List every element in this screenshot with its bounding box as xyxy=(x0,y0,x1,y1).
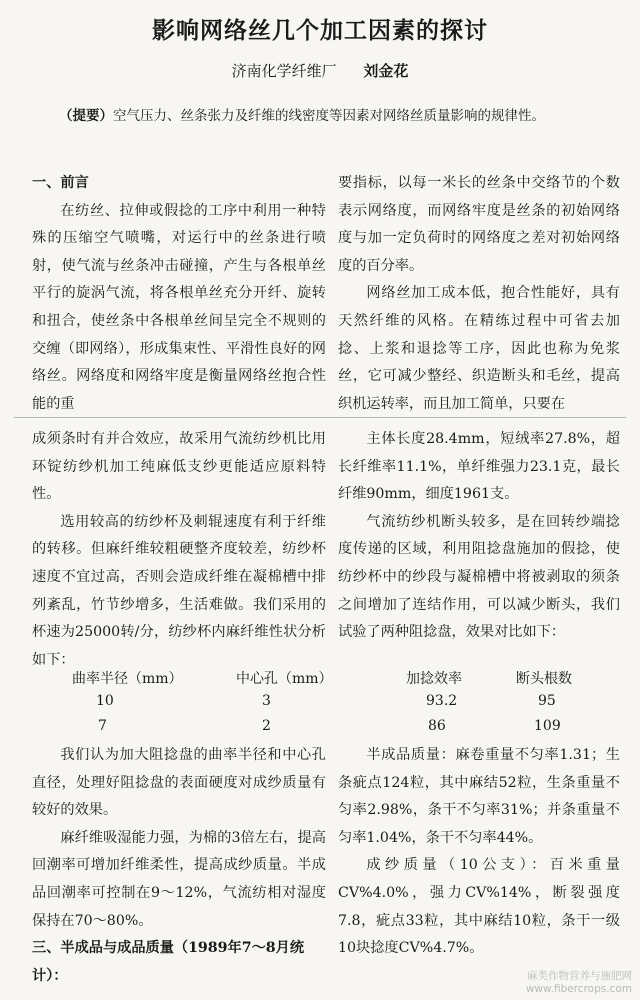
abstract xyxy=(32,102,614,130)
bottom-right-paragraph-1: 半成品质量：麻卷重量不匀率1.31；生条疵点124粒，其中麻结52粒，生条重量不匀率2.98%，条干不匀率31%；并条重量不匀率1.04%，条干不匀率44%。 xyxy=(338,747,620,846)
paper-title: 影响网络丝几个加工因素的探讨 xyxy=(152,17,488,44)
table-header-cell: 中心孔（mm） xyxy=(236,671,333,687)
lower-right-paragraph-1: 气流纺纱机断头较多，是在回转纱端捻度传递的区域，利用阻捻盘施加的假捻，使纺纱杯中的纱段与凝棉槽中将被剥取的须条之间增加了连结作用，可以减少断头，我们试验了两种阻捻盘，效果对比如下： xyxy=(338,513,620,641)
lower-right-column xyxy=(338,426,620,647)
table-row xyxy=(36,693,626,718)
section-1-paragraph: 在纺丝、拉伸或假捻的工序中利用一种特殊的压缩空气喷嘴，对运行中的丝条进行喷射，使气流与丝条冲击碰撞，产生与各根单丝平行的旋涡气流，将各根单丝充分开纤、旋转和扭合，使丝条中各根单丝间呈完全不规则的交缠（即网络），形成集束性、平滑性良好的网络丝。网络度和网络牢度是衡量网络丝抱合性能的重 xyxy=(32,202,326,412)
watermark-url: www.fibercrops.com xyxy=(525,983,632,995)
bottom-left-paragraph-2: 麻纤维吸湿能力强，为棉的3倍左右，提高回潮率可增加纤维柔性，提高成纱质量。半成品回潮率可控制在9～12%，气流纺相对湿度保持在70～80%。 xyxy=(32,829,326,929)
table-header-cell: 加捻效率 xyxy=(406,671,462,687)
table-cell: 93.2 xyxy=(426,693,458,709)
table-row xyxy=(36,718,626,743)
author-line xyxy=(0,60,640,81)
page-divider xyxy=(14,417,626,418)
section-1-heading: 一、前言 xyxy=(32,175,89,191)
upper-right-paragraph-2: 网络丝加工成本低，抱合性能好，具有天然纤维的风格。在精练过程中可省去加捻、上浆和退捻等工序，因此也称为免浆丝，它可减少整经、织造断头和毛丝，提高织机运转率，而且加工简单，只要在 xyxy=(338,285,620,412)
lower-left-paragraph-0: 成须条时有并合效应，故采用气流纺纱机比用环锭纺纱机加工纯麻低支纱更能适应原料特性。 xyxy=(32,431,326,503)
twist-disc-table xyxy=(36,668,626,743)
lower-right-paragraph-0: 主体长度28.4mm，短绒率27.8%，超长纤维率11.1%，单纤维强力23.1克，最长纤维90mm，细度1961支。 xyxy=(338,431,620,503)
bottom-right-column xyxy=(338,742,620,963)
upper-left-column xyxy=(32,170,326,418)
table-header-cell: 断头根数 xyxy=(516,671,572,687)
table-cell: 109 xyxy=(534,718,561,734)
lower-left-paragraph-1: 选用较高的纺纱杯及刺辊速度有利于纤维的转移。但麻纤维较粗硬整齐度较差，纺纱杯速度不宜过高，否则会造成纤维在凝棉槽中排列紊乱，竹节纱增多，生活难做。我们采用的杯速为25000转/分，纺纱杯内麻纤维性状分析如下： xyxy=(32,513,326,668)
site-watermark xyxy=(526,970,632,996)
upper-right-paragraph-1: 要指标，以每一米长的丝条中交络节的个数表示网络度，而网络牢度是丝条的初始网络度与加一定负荷时的网络度之差对初始网络度的百分率。 xyxy=(338,175,620,274)
abstract-tag: （提要） xyxy=(59,108,113,124)
table-cell: 95 xyxy=(538,693,556,709)
author-organization: 济南化学纤维厂 xyxy=(231,62,337,80)
bottom-right-paragraph-2: 成纱质量（10公支）：百米重量CV%4.0%，强力CV%14%，断裂强度7.8，疵点33粒，其中麻结10粒，条干一级10块捻度CV%4.7%。 xyxy=(338,857,620,957)
table-cell: 86 xyxy=(428,718,446,734)
abstract-text: 空气压力、丝条张力及纤维的线密度等因素对网络丝质量影响的规律性。 xyxy=(113,108,545,124)
lower-left-column xyxy=(32,426,326,674)
section-3-heading: 三、半成品与成品质量（1989年7～8月统计）： xyxy=(32,940,305,984)
table-header-row xyxy=(36,668,626,693)
table-header-cell: 曲率半径（mm） xyxy=(72,671,183,687)
bottom-left-column xyxy=(32,742,326,990)
watermark-cn: 麻类作物营养与施肥网 xyxy=(527,970,632,982)
upper-right-column xyxy=(338,170,620,418)
bottom-left-paragraph-1: 我们认为加大阻捻盘的曲率半径和中心孔直径，处理好阻捻盘的表面硬度对成纱质量有较好的效果。 xyxy=(32,747,326,819)
table-cell: 3 xyxy=(262,693,271,709)
table-cell: 10 xyxy=(96,693,114,709)
table-cell: 2 xyxy=(262,718,271,734)
table-cell: 7 xyxy=(98,718,107,734)
author-name: 刘金花 xyxy=(363,62,409,80)
